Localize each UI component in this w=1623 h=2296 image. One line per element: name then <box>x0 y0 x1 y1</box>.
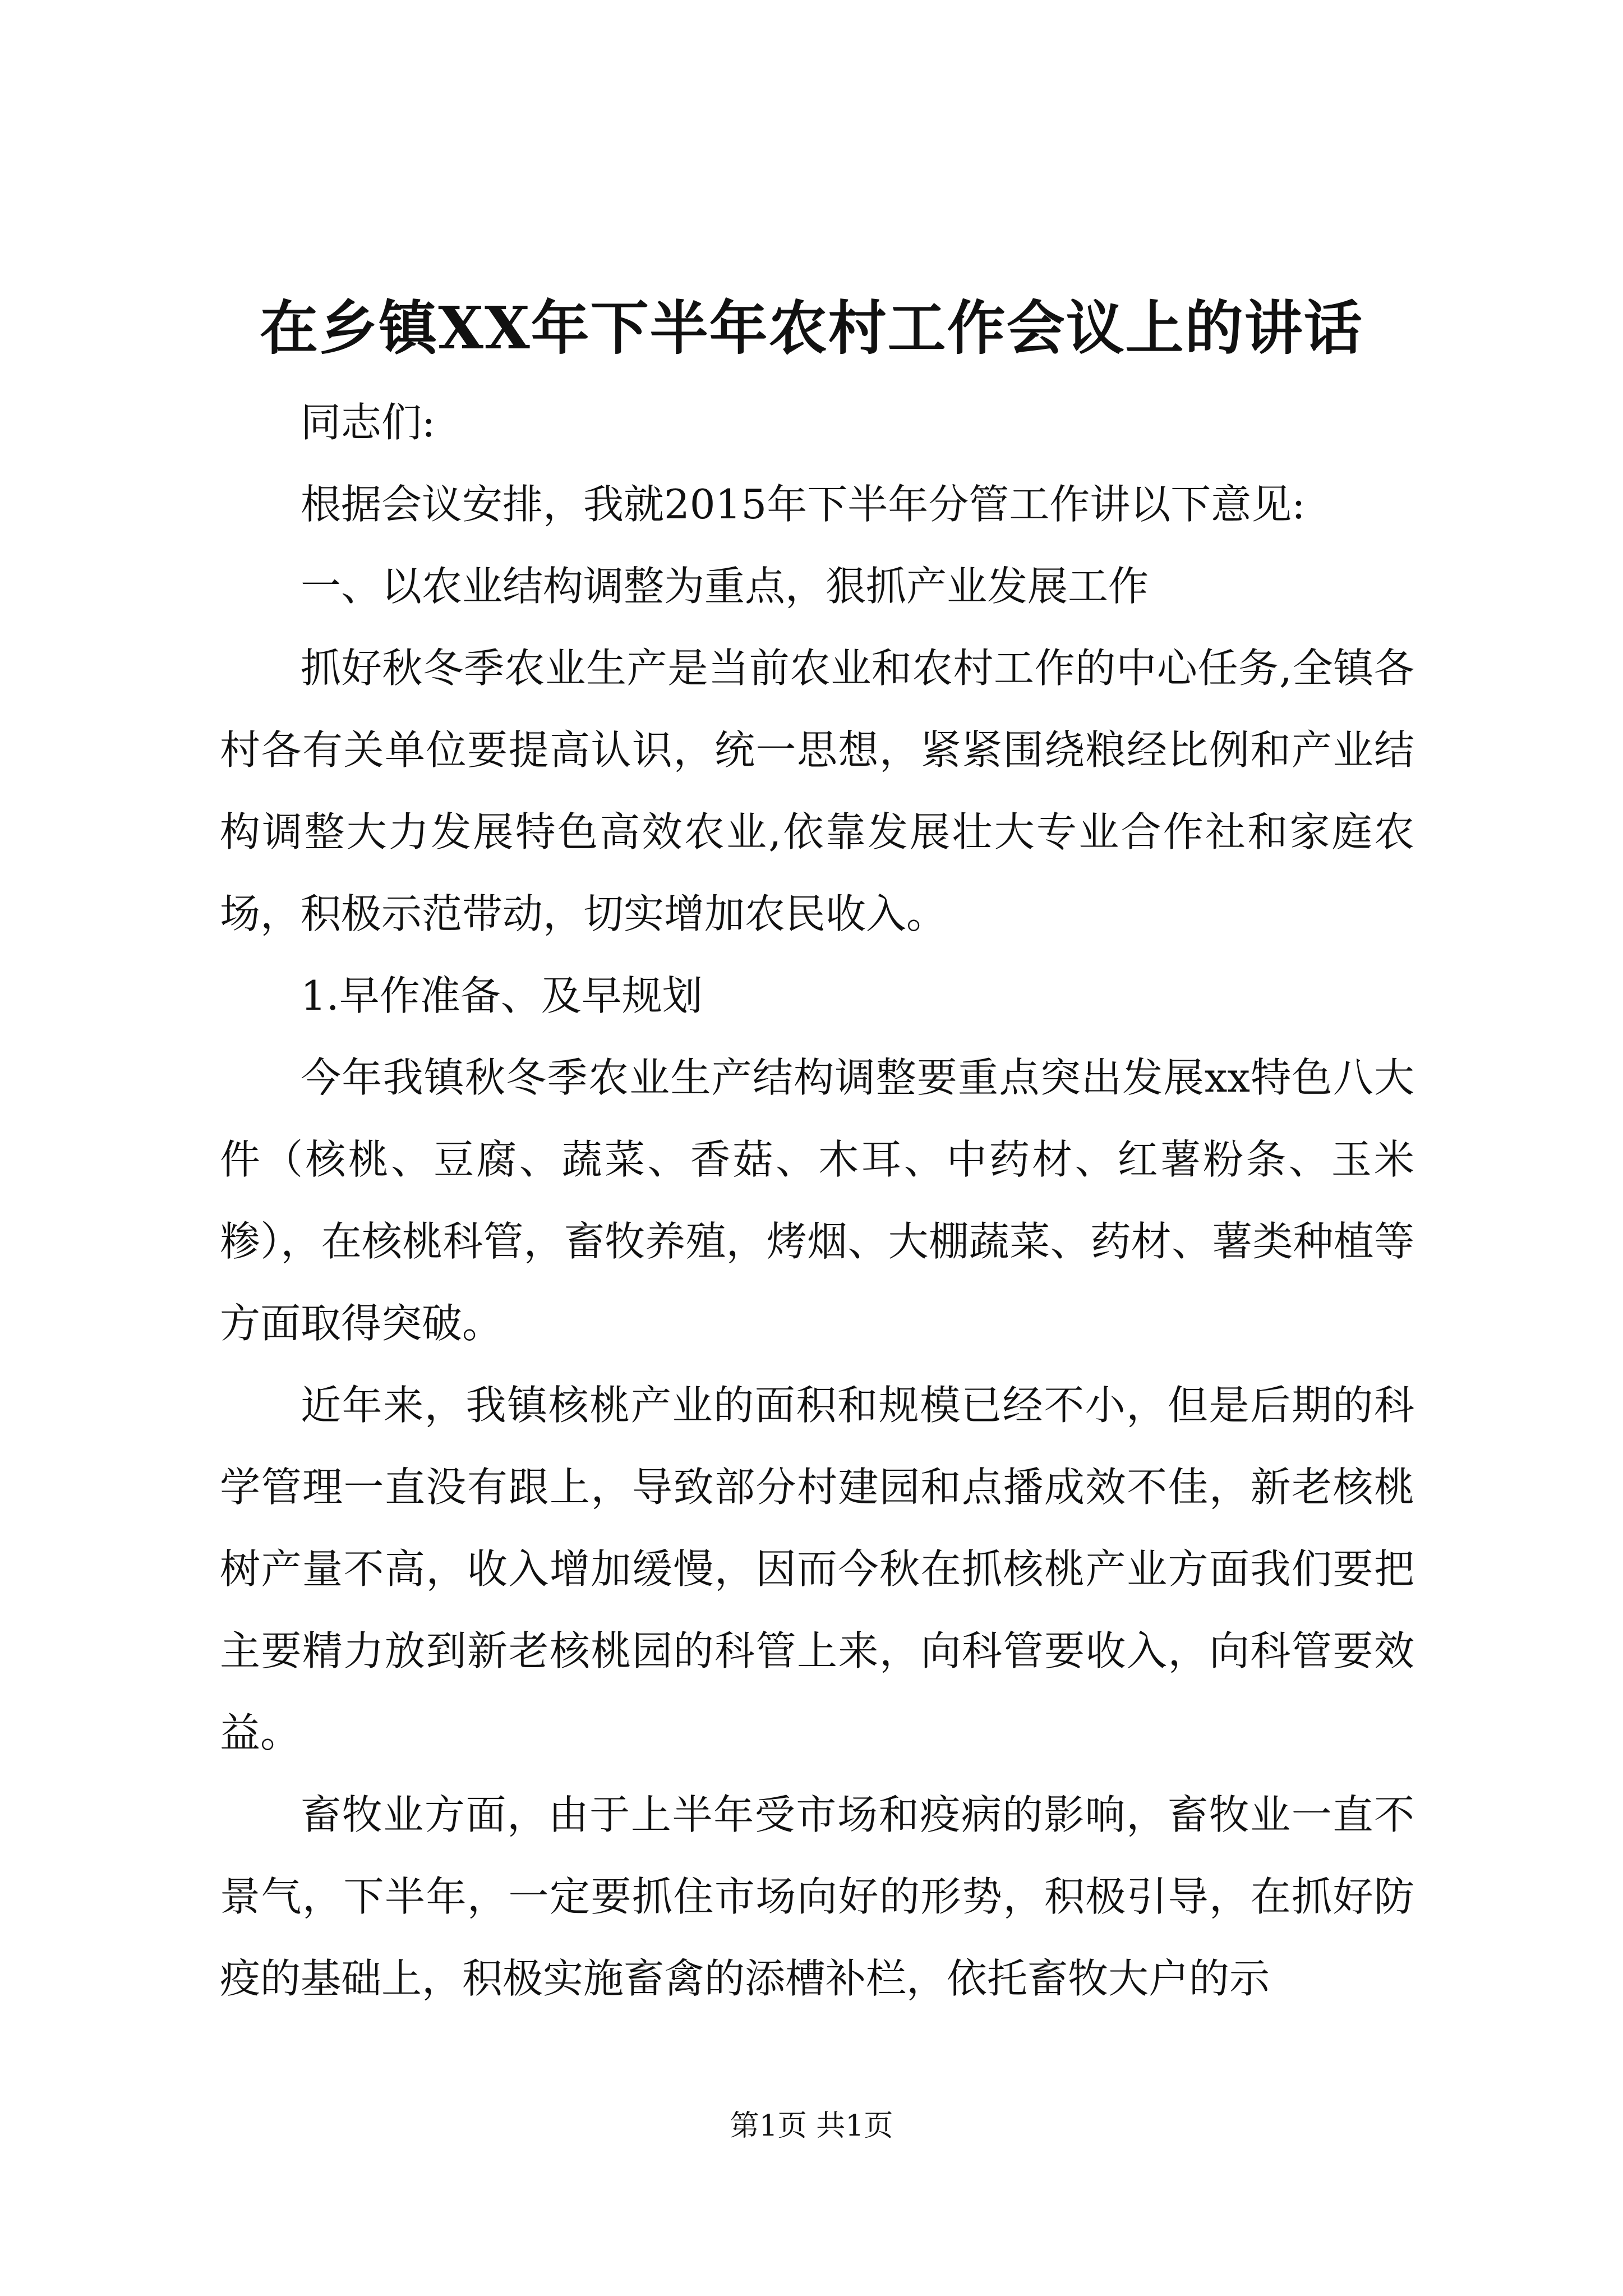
paragraph: 畜牧业方面，由于上半年受市场和疫病的影响，畜牧业一直不景气，下半年，一定要抓住市场向好的形势，积极引导，在抓好防疫的基础上，积极实施畜禽的添槽补栏，依托畜牧大户的示 <box>220 1791 1414 2002</box>
page-footer: 第1页 共1页 <box>730 2109 893 2143</box>
document-title: 在乡镇XX年下半年农村工作会议上的讲话 <box>260 293 1363 362</box>
subsection-heading-1: 1.早作准备、及早规划 <box>301 972 703 1019</box>
paragraph-intro: 根据会议安排，我就2015年下半年分管工作讲以下意见: <box>301 481 1306 528</box>
paragraph: 今年我镇秋冬季农业生产结构调整要重点突出发展xx特色八大件（核桃、豆腐、蔬菜、香菇、木耳、中药材、红薯粉条、玉米糁），在核桃科管，畜牧养殖，烤烟、大棚蔬菜、药材、薯类种植等方面取得突破。 <box>220 1054 1414 1347</box>
document-body <box>220 381 1414 2019</box>
paragraph-salutation: 同志们: <box>301 399 436 446</box>
paragraph: 抓好秋冬季农业生产是当前农业和农村工作的中心任务,全镇各村各有关单位要提高认识，统一思想，紧紧围绕粮经比例和产业结构调整大力发展特色高效农业,依靠发展壮大专业合作社和家庭农场，积极示范带动，切实增加农民收入。 <box>220 645 1414 937</box>
paragraph: 近年来，我镇核桃产业的面积和规模已经不小，但是后期的科学管理一直没有跟上，导致部分村建园和点播成效不佳，新老核桃树产量不高，收入增加缓慢，因而今秋在抓核桃产业方面我们要把主要精力放到新老核桃园的科管上来，向科管要收入，向科管要效益。 <box>220 1382 1414 1756</box>
section-heading-1: 一、以农业结构调整为重点，狠抓产业发展工作 <box>301 563 1149 610</box>
